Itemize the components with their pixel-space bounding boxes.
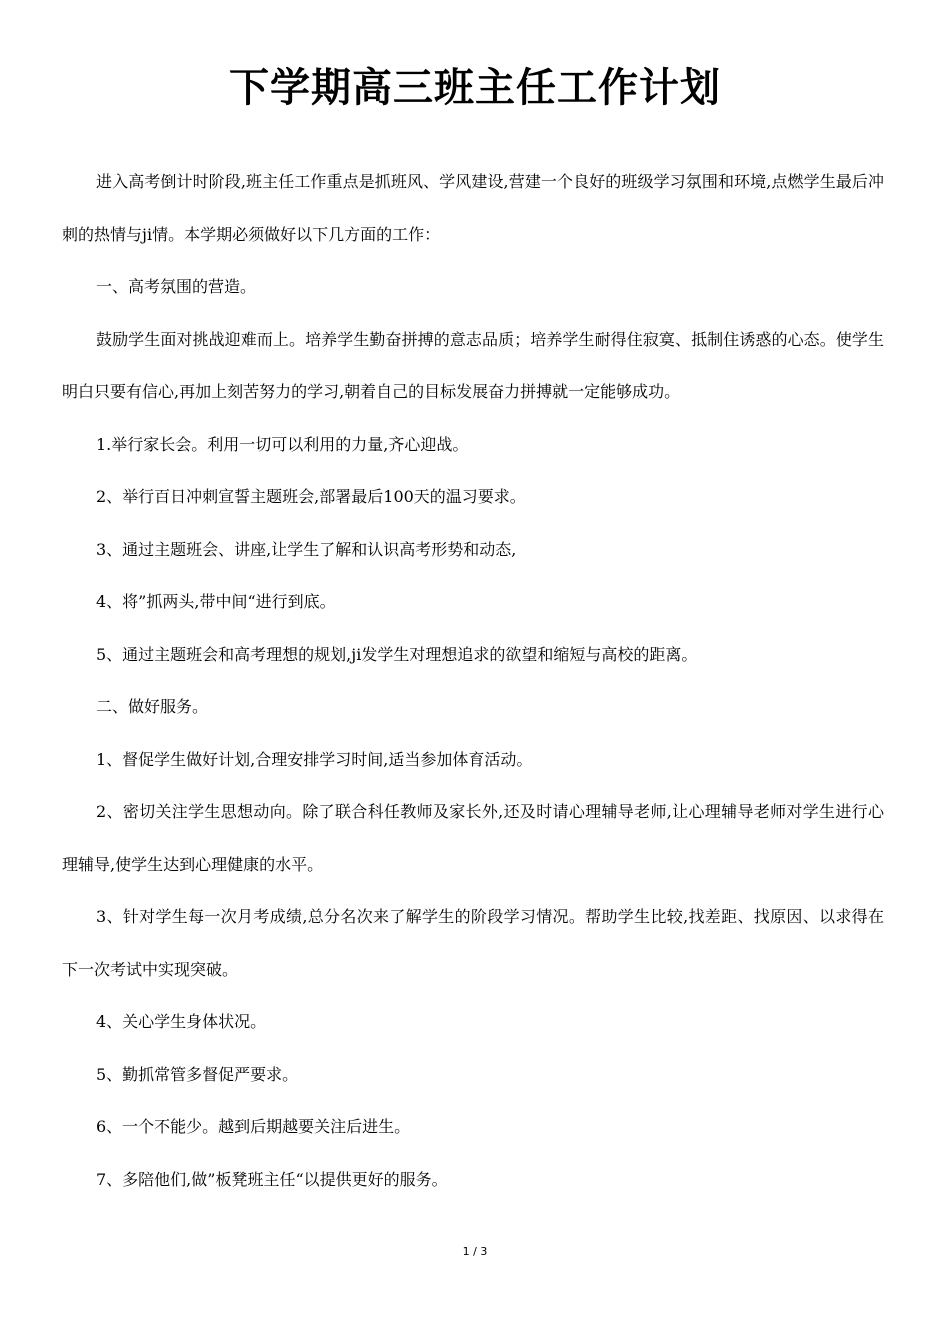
list-item: 4、将”抓两头,带中间“进行到底。 [96, 592, 336, 611]
list-item: 4、关心学生身体状况。 [96, 1012, 267, 1031]
list-item: 2、举行百日冲刺宣誓主题班会,部署最后100天的温习要求。 [96, 487, 526, 506]
list-item: 5、通过主题班会和高考理想的规划,ji发学生对理想追求的欲望和缩短与高校的距离。 [96, 644, 698, 664]
list-item: 7、多陪他们,做”板凳班主任“以提供更好的服务。 [96, 1169, 448, 1189]
list-item: 6、一个不能少。越到后期越要关注后进生。 [96, 1117, 411, 1136]
list-item: 5、勤抓常管多督促严要求。 [96, 1064, 299, 1084]
section-heading: 二、做好服务。 [96, 697, 209, 716]
document-body [62, 156, 884, 1206]
paragraph: 鼓励学生面对挑战迎难而上。培养学生勤奋拼搏的意志品质；培养学生耐得住寂寞、抵制住诱惑的心态。使学生明白只要有信心,再加上刻苦努力的学习,朝着自己的目标发展奋力拼搏就一定能够成功。 [62, 329, 884, 401]
list-item: 2、密切关注学生思想动向。除了联合科任教师及家长外,还及时请心理辅导老师,让心理辅导老师对学生进行心理辅导,使学生达到心理健康的水平。 [62, 802, 884, 874]
list-item: 1.举行家长会。利用一切可以利用的力量,齐心迎战。 [96, 434, 469, 454]
paragraph: 进入高考倒计时阶段,班主任工作重点是抓班风、学风建设,营建一个良好的班级学习氛围和环境,点燃学生最后冲刺的热情与ji情。本学期必须做好以下几方面的工作： [62, 172, 884, 244]
list-item: 1、督促学生做好计划,合理安排学习时间,适当参加体育活动。 [96, 749, 533, 769]
list-item: 3、通过主题班会、讲座,让学生了解和认识高考形势和动态, [96, 539, 517, 559]
section-heading: 一、高考氛围的营造。 [96, 277, 257, 296]
list-item: 3、针对学生每一次月考成绩,总分名次来了解学生的阶段学习情况。帮助学生比较,找差距、找原因、以求得在下一次考试中实现突破。 [62, 907, 884, 979]
page-number: 1 / 3 [462, 1245, 488, 1258]
document-title: 下学期高三班主任工作计划 [229, 65, 721, 111]
